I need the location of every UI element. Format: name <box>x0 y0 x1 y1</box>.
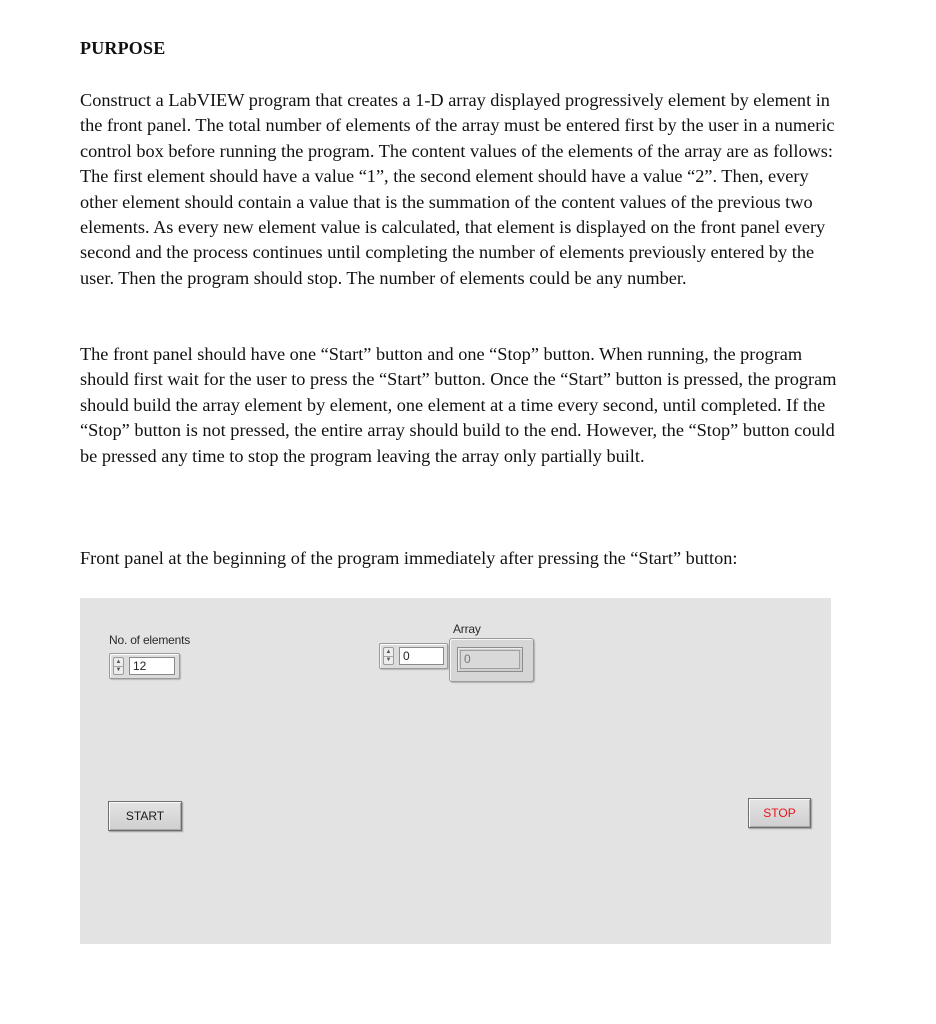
arrow-down-icon[interactable]: ▼ <box>385 657 392 663</box>
array-label: Array <box>453 622 481 636</box>
array-index-increment-decrement[interactable] <box>383 647 394 665</box>
start-button[interactable]: START <box>108 801 182 831</box>
arrow-up-icon[interactable]: ▲ <box>115 659 122 665</box>
front-panel-caption: Front panel at the beginning of the program immediately after pressing the “Start” button: <box>80 548 738 568</box>
num-elements-label: No. of elements <box>109 633 191 647</box>
buttons-paragraph: The front panel should have one “Start” button and one “Stop” button. When running, the program should first wait for the user to press the “Start” button. Once the “Start” button is pressed, the program should build the array element by element, one element at a time every second, until completed. If the “Stop” button is not pressed, the entire array should build to the end. However, the “Stop” button could be pressed any time to stop the program leaving the array only partially built. <box>80 344 837 466</box>
array-index-input[interactable]: 0 <box>399 647 444 665</box>
num-elements-input[interactable]: 12 <box>129 657 175 675</box>
arrow-up-icon[interactable]: ▲ <box>385 649 392 655</box>
array-indicator <box>449 638 534 682</box>
num-elements-control[interactable] <box>109 653 180 679</box>
array-index-control[interactable] <box>379 643 448 669</box>
arrow-down-icon[interactable]: ▼ <box>115 667 122 673</box>
array-element <box>457 647 523 672</box>
purpose-paragraph: Construct a LabVIEW program that creates a 1-D array displayed progressively element by element in the front panel. The total number of elements of the array must be entered first by the user in a numeric control box before running the program. The content values of the elements of the array are as follows: The first element should have a value “1”, the second element should have a value “2”. Then, every other element should contain a value that is the summation of the content values of the previous two elements. As every new element value is calculated, that element is displayed on the front panel every second and the process continues until completing the number of elements previously entered by the user. Then the program should stop. The number of elements could be any number. <box>80 90 835 288</box>
array-element-value: 0 <box>460 650 520 669</box>
stop-button[interactable]: STOP <box>748 798 811 828</box>
section-heading: PURPOSE <box>80 38 166 58</box>
num-elements-increment-decrement[interactable] <box>113 657 124 675</box>
labview-front-panel <box>80 598 831 944</box>
